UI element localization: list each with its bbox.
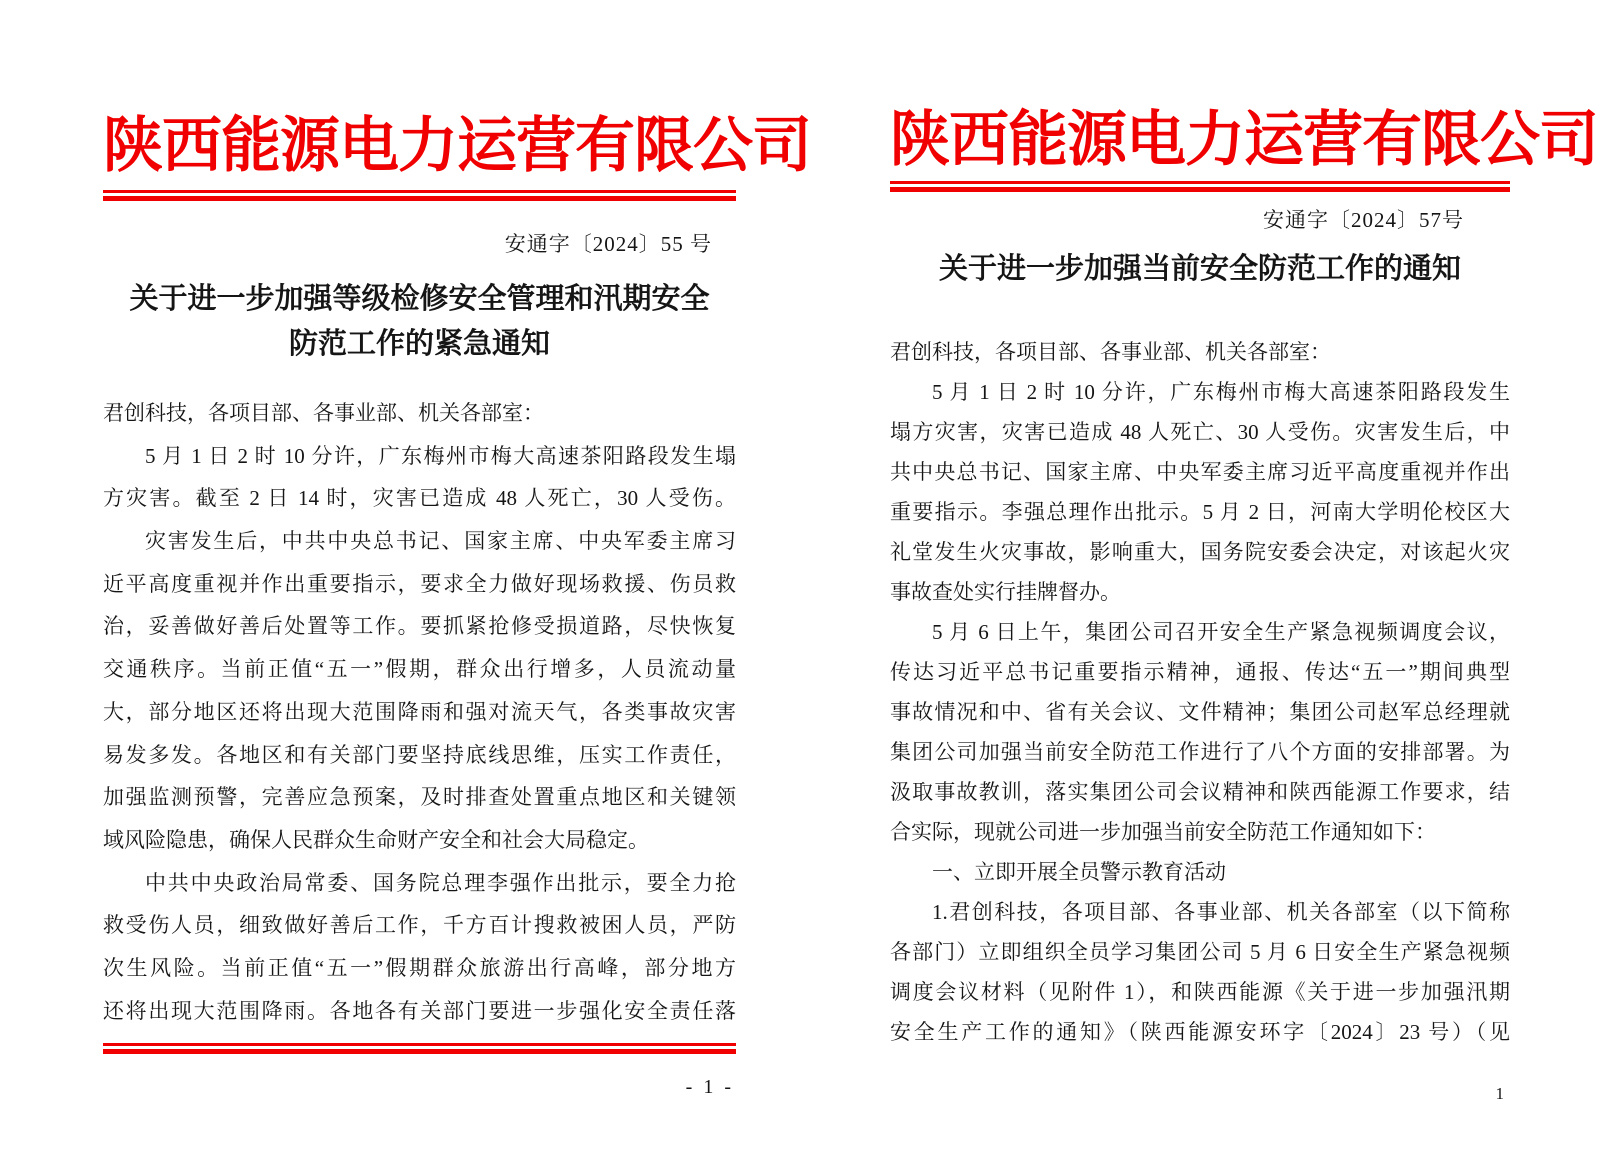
body-line: 集团公司加强当前安全防范工作进行了八个方面的安排部署。为 <box>890 740 1510 764</box>
letterhead-separator-line <box>103 190 736 201</box>
letterhead-company-name: 陕西能源电力运营有限公司 <box>890 107 1598 173</box>
notice-title <box>890 249 1510 289</box>
document-number: 安通字〔2024〕55 号 <box>504 232 712 256</box>
notice-title <box>103 277 736 367</box>
body-line: 汲取事故教训，落实集团公司会议精神和陕西能源工作要求，结 <box>890 780 1510 804</box>
body-line: 救受伤人员，细致做好善后工作，千方百计搜救被困人员，严防 <box>103 913 736 938</box>
body-line: 重要指示。李强总理作出批示。5 月 2 日，河南大学明伦校区大 <box>890 500 1510 524</box>
body-line: 君创科技，各项目部、各事业部、机关各部室： <box>103 401 544 425</box>
body-line: 加强监测预警，完善应急预案，及时排查处置重点地区和关键领 <box>103 785 736 810</box>
letterhead-separator-line <box>890 181 1510 192</box>
body-line: 安全生产工作的通知》（陕西能源安环字〔2024〕23 号）（见 <box>890 1020 1510 1044</box>
body-line: 中共中央政治局常委、国务院总理李强作出批示，要全力抢 <box>145 870 736 895</box>
body-line: 5 月 6 日上午，集团公司召开安全生产紧急视频调度会议， <box>932 620 1510 644</box>
body-text <box>103 392 736 1032</box>
notice-title-line-1: 关于进一步加强等级检修安全管理和汛期安全 <box>129 283 710 315</box>
page-number: 1 <box>1495 1084 1504 1103</box>
body-line: 5 月 1 日 2 时 10 分许，广东梅州市梅大高速茶阳路段发生塌 <box>145 443 736 468</box>
body-line: 5 月 1 日 2 时 10 分许，广东梅州市梅大高速茶阳路段发生 <box>932 380 1510 404</box>
body-line: 近平高度重视并作出重要指示，要求全力做好现场救援、伤员救 <box>103 571 736 596</box>
body-line: 君创科技，各项目部、各事业部、机关各部室： <box>890 340 1331 364</box>
body-line: 塌方灾害，灾害已造成 48 人死亡、30 人受伤。灾害发生后，中 <box>890 420 1510 444</box>
body-line: 礼堂发生火灾事故，影响重大，国务院安委会决定，对该起火灾 <box>890 540 1510 564</box>
body-line: 1.君创科技，各项目部、各事业部、机关各部室（以下简称 <box>932 900 1510 924</box>
page-number: - 1 - <box>685 1076 734 1098</box>
body-line: 方灾害。截至 2 日 14 时，灾害已造成 48 人死亡，30 人受伤。 <box>103 486 736 511</box>
footer-separator-line <box>103 1043 736 1054</box>
body-line: 事故情况和中、省有关会议、文件精神；集团公司赵军总经理就 <box>890 700 1510 724</box>
body-line: 灾害发生后，中共中央总书记、国家主席、中央军委主席习 <box>145 529 736 554</box>
notice-title-line-1: 关于进一步加强当前安全防范工作的通知 <box>938 253 1461 285</box>
body-text <box>890 332 1510 1052</box>
body-line: 事故查处实行挂牌督办。 <box>890 580 1121 604</box>
body-line: 大，部分地区还将出现大范围降雨和强对流天气，各类事故灾害 <box>103 699 736 724</box>
body-line: 还将出现大范围降雨。各地各有关部门要进一步强化安全责任落 <box>103 998 736 1023</box>
document-number: 安通字〔2024〕57号 <box>1263 208 1464 232</box>
body-line: 交通秩序。当前正值“五一”假期，群众出行增多，人员流动量 <box>103 657 736 682</box>
letterhead-company-name: 陕西能源电力运营有限公司 <box>103 113 811 179</box>
body-line: 次生风险。当前正值“五一”假期群众旅游出行高峰，部分地方 <box>103 955 736 980</box>
right-page-document <box>890 0 1598 1169</box>
notice-title-line-2: 防范工作的紧急通知 <box>288 328 550 360</box>
body-line: 易发多发。各地区和有关部门要坚持底线思维，压实工作责任， <box>103 742 736 767</box>
left-page-document <box>103 0 811 1169</box>
body-line: 治，妥善做好善后处置等工作。要抓紧抢修受损道路，尽快恢复 <box>103 614 736 639</box>
body-line: 传达习近平总书记重要指示精神，通报、传达“五一”期间典型 <box>890 660 1510 684</box>
body-line: 各部门）立即组织全员学习集团公司 5 月 6 日安全生产紧急视频 <box>890 940 1510 964</box>
body-line: 调度会议材料（见附件 1），和陕西能源《关于进一步加强汛期 <box>890 980 1510 1004</box>
body-line: 一、立即开展全员警示教育活动 <box>932 860 1226 884</box>
body-line: 域风险隐患，确保人民群众生命财产安全和社会大局稳定。 <box>103 827 649 852</box>
body-line: 合实际，现就公司进一步加强当前安全防范工作通知如下： <box>890 820 1436 844</box>
body-line: 共中央总书记、国家主席、中央军委主席习近平高度重视并作出 <box>890 460 1510 484</box>
